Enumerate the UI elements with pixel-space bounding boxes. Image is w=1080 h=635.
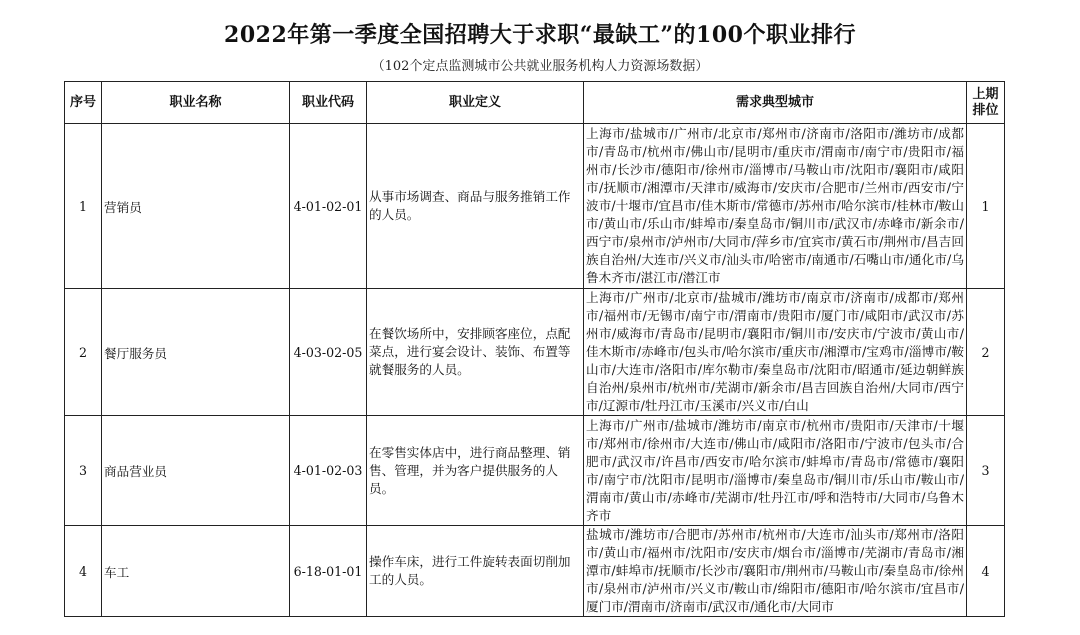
row-code: 4-01-02-03 [290,416,367,526]
row-index: 2 [65,289,102,416]
table-row [65,124,1005,289]
row-definition: 操作车床，进行工件旋转表面切削加工的人员。 [367,526,584,617]
row-index: 3 [65,416,102,526]
page-subtitle: （102个定点监测城市公共就业服务机构人力资源场数据） [371,59,709,74]
row-cities: 上海市/盐城市/广州市/北京市/郑州市/济南市/洛阳市/潍坊市/成都市/青岛市/杭州市/佛山市/昆明市/重庆市/渭南市/南宁市/贵阳市/福州市/长沙市/德阳市/徐州市/淄博市/马鞍山市/沈阳市/襄阳市/咸阳市/抚顺市/湘潭市/天津市/威海市/安庆市/合肥市/兰州市/西安市/宁波市/十堰市/宜昌市/佳木斯市/常德市/苏州市/哈尔滨市/桂林市/鞍山市/黄山市/乐山市/蚌埠市/秦皇岛市/铜川市/武汉市/赤峰市/新余市/西宁市/泉州市/泸州市/大同市/萍乡市/宜宾市/黄石市/荆州市/昌吉回族自治州/大连市/兴义市/汕头市/哈密市/南通市/石嘴山市/通化市/乌鲁木齐市/湛江市/潜江市 [584,124,967,289]
row-code: 4-03-02-05 [290,289,367,416]
header-definition: 职业定义 [367,82,584,124]
page-title: 2022年第一季度全国招聘大于求职“最缺工”的100个职业排行 [224,22,856,48]
row-name: 车工 [102,526,290,617]
occupation-table [64,81,1005,617]
header-cities: 需求典型城市 [584,82,967,124]
row-definition: 从事市场调查、商品与服务推销工作的人员。 [367,124,584,289]
row-index: 1 [65,124,102,289]
row-prev-rank: 2 [967,289,1005,416]
header-name: 职业名称 [102,82,290,124]
row-prev-rank: 1 [967,124,1005,289]
header-prev-rank: 上期排位 [967,82,1005,124]
row-cities: 盐城市/潍坊市/合肥市/苏州市/杭州市/大连市/汕头市/郑州市/洛阳市/黄山市/福州市/沈阳市/安庆市/烟台市/淄博市/芜湖市/青岛市/湘潭市/蚌埠市/抚顺市/长沙市/襄阳市/荆州市/马鞍山市/秦皇岛市/徐州市/泉州市/泸州市/兴义市/鞍山市/绵阳市/德阳市/哈尔滨市/宜昌市/厦门市/渭南市/济南市/武汉市/通化市/大同市 [584,526,967,617]
table-row [65,289,1005,416]
table-row [65,526,1005,617]
header-code: 职业代码 [290,82,367,124]
row-cities: 上海市/广州市/北京市/盐城市/潍坊市/南京市/济南市/成都市/郑州市/福州市/无锡市/南宁市/渭南市/贵阳市/厦门市/咸阳市/武汉市/苏州市/威海市/青岛市/昆明市/襄阳市/铜川市/安庆市/宁波市/黄山市/佳木斯市/赤峰市/包头市/哈尔滨市/重庆市/湘潭市/宝鸡市/淄博市/鞍山市/大连市/洛阳市/库尔勒市/秦皇岛市/沈阳市/昭通市/延边朝鲜族自治州/泉州市/杭州市/芜湖市/新余市/昌吉回族自治州/大同市/西宁市/辽源市/牡丹江市/玉溪市/兴义市/白山 [584,289,967,416]
row-name: 商品营业员 [102,416,290,526]
row-code: 6-18-01-01 [290,526,367,617]
table-header-row [65,82,1005,124]
row-definition: 在零售实体店中，进行商品整理、销售、管理，并为客户提供服务的人员。 [367,416,584,526]
row-prev-rank: 4 [967,526,1005,617]
row-index: 4 [65,526,102,617]
row-cities: 上海市/广州市/盐城市/潍坊市/南京市/杭州市/贵阳市/天津市/十堰市/郑州市/徐州市/大连市/佛山市/咸阳市/洛阳市/宁波市/包头市/合肥市/武汉市/许昌市/西安市/哈尔滨市/蚌埠市/青岛市/常德市/襄阳市/南宁市/沈阳市/昆明市/淄博市/秦皇岛市/铜川市/乐山市/鞍山市/渭南市/黄山市/赤峰市/芜湖市/牡丹江市/呼和浩特市/大同市/乌鲁木齐市 [584,416,967,526]
row-name: 餐厅服务员 [102,289,290,416]
row-prev-rank: 3 [967,416,1005,526]
row-definition: 在餐饮场所中，安排顾客座位，点配菜点，进行宴会设计、装饰、布置等就餐服务的人员。 [367,289,584,416]
header-index: 序号 [65,82,102,124]
row-code: 4-01-02-01 [290,124,367,289]
table-row [65,416,1005,526]
row-name: 营销员 [102,124,290,289]
